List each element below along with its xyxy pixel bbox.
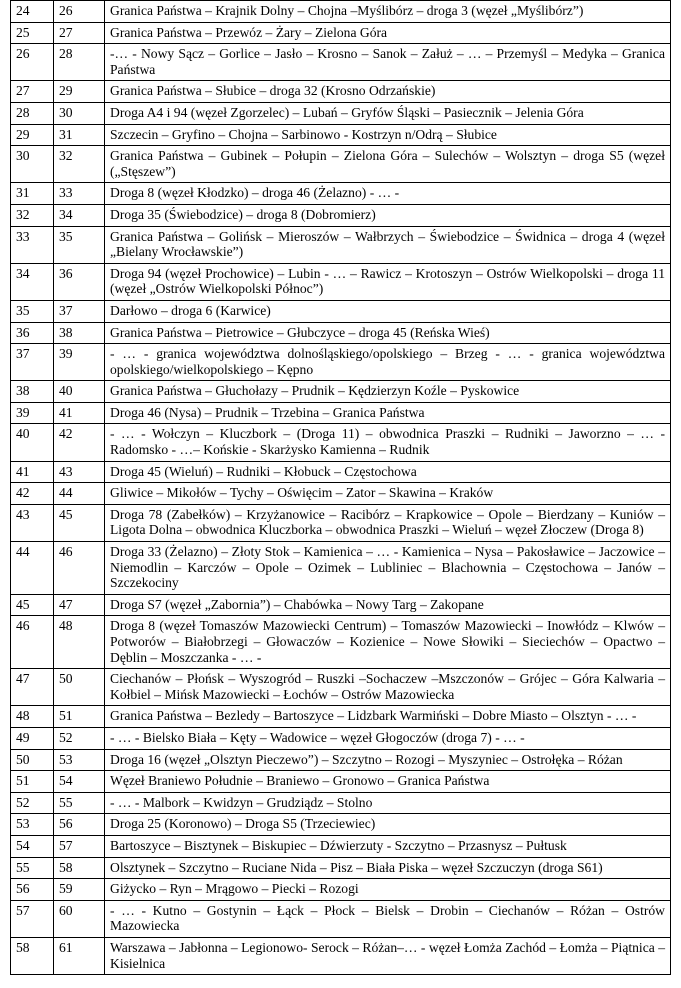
route-description-cell: Droga 16 (węzeł „Olsztyn Pieczewo”) – Szczytno – Rozogi – Myszyniec – Ostrołęka – Różan [105,749,671,771]
row-number-cell: 30 [11,146,54,183]
route-description-cell: Droga 35 (Świebodzice) – droga 8 (Dobromierz) [105,204,671,226]
route-description-cell: Granica Państwa – Krajnik Dolny – Chojna –Myślibórz – droga 3 (węzeł „Myślibórz”) [105,1,671,23]
road-number-cell: 60 [54,900,105,937]
table-row [11,322,671,344]
road-number-cell: 29 [54,81,105,103]
table-row [11,483,671,505]
road-number-cell: 52 [54,727,105,749]
route-description-cell: Granica Państwa – Przewóz – Żary – Zielona Góra [105,22,671,44]
road-number-cell: 48 [54,616,105,669]
route-description-cell: Droga A4 i 94 (węzeł Zgorzelec) – Lubań – Gryfów Śląski – Pasiecznik – Jelenia Góra [105,102,671,124]
table-row [11,44,671,81]
row-number-cell: 58 [11,937,54,974]
row-number-cell: 28 [11,102,54,124]
row-number-cell: 51 [11,771,54,793]
route-description-cell: -… - Nowy Sącz – Gorlice – Jasło – Krosno – Sanok – Załuż – … – Przemyśl – Medyka – Granica Państwa [105,44,671,81]
table-row [11,504,671,541]
table-row [11,835,671,857]
table-row [11,879,671,901]
road-number-cell: 51 [54,706,105,728]
route-description-cell: Granica Państwa – Słubice – droga 32 (Krosno Odrzańskie) [105,81,671,103]
row-number-cell: 29 [11,124,54,146]
row-number-cell: 47 [11,669,54,706]
table-row [11,814,671,836]
route-description-cell: - … - Kutno – Gostynin – Łąck – Płock – Bielsk – Drobin – Ciechanów – Różan – Ostrów Mazowiecka [105,900,671,937]
route-description-cell: Droga 45 (Wieluń) – Rudniki – Kłobuck – Częstochowa [105,461,671,483]
road-number-cell: 57 [54,835,105,857]
table-row [11,669,671,706]
route-description-cell: Granica Państwa – Golińsk – Mieroszów – Wałbrzych – Świebodzice – Świdnica – droga 4 (węzeł „Bielany Wrocławskie”) [105,226,671,263]
road-number-cell: 36 [54,263,105,300]
route-description-cell: Węzeł Braniewo Południe – Braniewo – Gronowo – Granica Państwa [105,771,671,793]
road-number-cell: 45 [54,504,105,541]
row-number-cell: 35 [11,300,54,322]
table-row [11,857,671,879]
road-number-cell: 42 [54,424,105,461]
table-row [11,300,671,322]
table-row [11,937,671,974]
road-number-cell: 41 [54,402,105,424]
route-description-cell: Droga 46 (Nysa) – Prudnik – Trzebina – Granica Państwa [105,402,671,424]
route-description-cell: - … - granica województwa dolnośląskiego/opolskiego – Brzeg - … - granica województwa opolskiego/wielkopolskiego – Kępno [105,344,671,381]
road-number-cell: 32 [54,146,105,183]
route-description-cell: - … - Malbork – Kwidzyn – Grudziądz – Stolno [105,792,671,814]
route-description-cell: Granica Państwa – Gubinek – Połupin – Zielona Góra – Sulechów – Wolsztyn – droga S5 (węzeł („Stęszew”) [105,146,671,183]
road-number-cell: 40 [54,381,105,403]
row-number-cell: 44 [11,542,54,595]
road-number-cell: 43 [54,461,105,483]
table-row [11,204,671,226]
row-number-cell: 53 [11,814,54,836]
table-row [11,461,671,483]
route-description-cell: Granica Państwa – Głuchołazy – Prudnik – Kędzierzyn Koźle – Pyskowice [105,381,671,403]
road-number-cell: 30 [54,102,105,124]
road-number-cell: 54 [54,771,105,793]
table-row [11,424,671,461]
route-description-cell: Giżycko – Ryn – Mrągowo – Piecki – Rozogi [105,879,671,901]
roads-table-body [11,1,671,975]
road-number-cell: 46 [54,542,105,595]
document-page [10,0,670,975]
row-number-cell: 55 [11,857,54,879]
table-row [11,381,671,403]
table-row [11,706,671,728]
route-description-cell: Darłowo – droga 6 (Karwice) [105,300,671,322]
table-row [11,263,671,300]
route-description-cell: - … - Wołczyn – Kluczbork – (Droga 11) – obwodnica Praszki – Rudniki – Jaworzno – … - Radomsko - …– Końskie - Skarżysko Kamienna – Rudnik [105,424,671,461]
row-number-cell: 50 [11,749,54,771]
row-number-cell: 36 [11,322,54,344]
row-number-cell: 43 [11,504,54,541]
road-number-cell: 33 [54,183,105,205]
road-number-cell: 27 [54,22,105,44]
table-row [11,594,671,616]
route-description-cell: Droga 94 (węzeł Prochowice) – Lubin - … – Rawicz – Krotoszyn – Ostrów Wielkopolski – droga 11 (węzeł „Ostrów Wielkopolski Północ”) [105,263,671,300]
row-number-cell: 37 [11,344,54,381]
roads-table [10,0,671,975]
route-description-cell: Gliwice – Mikołów – Tychy – Oświęcim – Zator – Skawina – Kraków [105,483,671,505]
row-number-cell: 54 [11,835,54,857]
road-number-cell: 34 [54,204,105,226]
road-number-cell: 53 [54,749,105,771]
row-number-cell: 38 [11,381,54,403]
route-description-cell: Granica Państwa – Pietrowice – Głubczyce – droga 45 (Reńska Wieś) [105,322,671,344]
row-number-cell: 46 [11,616,54,669]
row-number-cell: 26 [11,44,54,81]
route-description-cell: Droga 33 (Żelazno) – Złoty Stok – Kamienica – … - Kamienica – Nysa – Pakosławice – Jaczowice – Niemodlin – Karczów – Opole – Ozimek – Lubliniec – Blachownia – Częstochowa – Janów – Szczekociny [105,542,671,595]
table-row [11,344,671,381]
road-number-cell: 38 [54,322,105,344]
table-row [11,792,671,814]
row-number-cell: 25 [11,22,54,44]
table-row [11,81,671,103]
route-description-cell: Bartoszyce – Bisztynek – Biskupiec – Dźwierzuty - Szczytno – Przasnysz – Pułtusk [105,835,671,857]
row-number-cell: 32 [11,204,54,226]
road-number-cell: 35 [54,226,105,263]
road-number-cell: 44 [54,483,105,505]
table-row [11,542,671,595]
table-row [11,146,671,183]
row-number-cell: 42 [11,483,54,505]
road-number-cell: 56 [54,814,105,836]
row-number-cell: 48 [11,706,54,728]
table-row [11,402,671,424]
row-number-cell: 39 [11,402,54,424]
row-number-cell: 45 [11,594,54,616]
row-number-cell: 57 [11,900,54,937]
route-description-cell: Droga 8 (węzeł Kłodzko) – droga 46 (Żelazno) - … - [105,183,671,205]
road-number-cell: 28 [54,44,105,81]
road-number-cell: 47 [54,594,105,616]
table-row [11,749,671,771]
table-row [11,102,671,124]
route-description-cell: Droga 8 (węzeł Tomaszów Mazowiecki Centrum) – Tomaszów Mazowiecki – Inowłódz – Klwów – Potworów – Białobrzegi – Głowaczów – Kozienice – Nowe Słowiki – Sieciechów – Opactwo – Dęblin – Moszczanka - … - [105,616,671,669]
route-description-cell: Droga S7 (węzeł „Zabornia”) – Chabówka – Nowy Targ – Zakopane [105,594,671,616]
table-row [11,124,671,146]
route-description-cell: Granica Państwa – Bezledy – Bartoszyce – Lidzbark Warmiński – Dobre Miasto – Olsztyn - … - [105,706,671,728]
row-number-cell: 33 [11,226,54,263]
road-number-cell: 58 [54,857,105,879]
row-number-cell: 27 [11,81,54,103]
road-number-cell: 37 [54,300,105,322]
row-number-cell: 34 [11,263,54,300]
route-description-cell: Ciechanów – Płońsk – Wyszogród – Ruszki –Sochaczew –Mszczonów – Grójec – Góra Kalwaria – Kołbiel – Mińsk Mazowiecki – Łochów – Ostrów Mazowiecka [105,669,671,706]
row-number-cell: 31 [11,183,54,205]
table-row [11,771,671,793]
table-row [11,616,671,669]
route-description-cell: Szczecin – Gryfino – Chojna – Sarbinowo - Kostrzyn n/Odrą – Słubice [105,124,671,146]
table-row [11,1,671,23]
road-number-cell: 59 [54,879,105,901]
road-number-cell: 31 [54,124,105,146]
table-row [11,226,671,263]
road-number-cell: 55 [54,792,105,814]
road-number-cell: 61 [54,937,105,974]
table-row [11,22,671,44]
road-number-cell: 39 [54,344,105,381]
row-number-cell: 24 [11,1,54,23]
row-number-cell: 56 [11,879,54,901]
route-description-cell: Warszawa – Jabłonna – Legionowo- Serock – Różan–… - węzeł Łomża Zachód – Łomża – Piątnica – Kisielnica [105,937,671,974]
road-number-cell: 50 [54,669,105,706]
table-row [11,900,671,937]
road-number-cell: 26 [54,1,105,23]
row-number-cell: 49 [11,727,54,749]
route-description-cell: Droga 25 (Koronowo) – Droga S5 (Trzeciewiec) [105,814,671,836]
route-description-cell: Olsztynek – Szczytno – Ruciane Nida – Pisz – Biała Piska – węzeł Szczuczyn (droga S61) [105,857,671,879]
row-number-cell: 52 [11,792,54,814]
row-number-cell: 40 [11,424,54,461]
table-row [11,727,671,749]
route-description-cell: Droga 78 (Zabełków) – Krzyżanowice – Racibórz – Krapkowice – Opole – Bierdzany – Kuniów – Ligota Dolna – obwodnica Kluczborka – obwodnica Praszki – Wieluń – węzeł Złoczew (Droga 8) [105,504,671,541]
route-description-cell: - … - Bielsko Biała – Kęty – Wadowice – węzeł Głogoczów (droga 7) - … - [105,727,671,749]
row-number-cell: 41 [11,461,54,483]
table-row [11,183,671,205]
